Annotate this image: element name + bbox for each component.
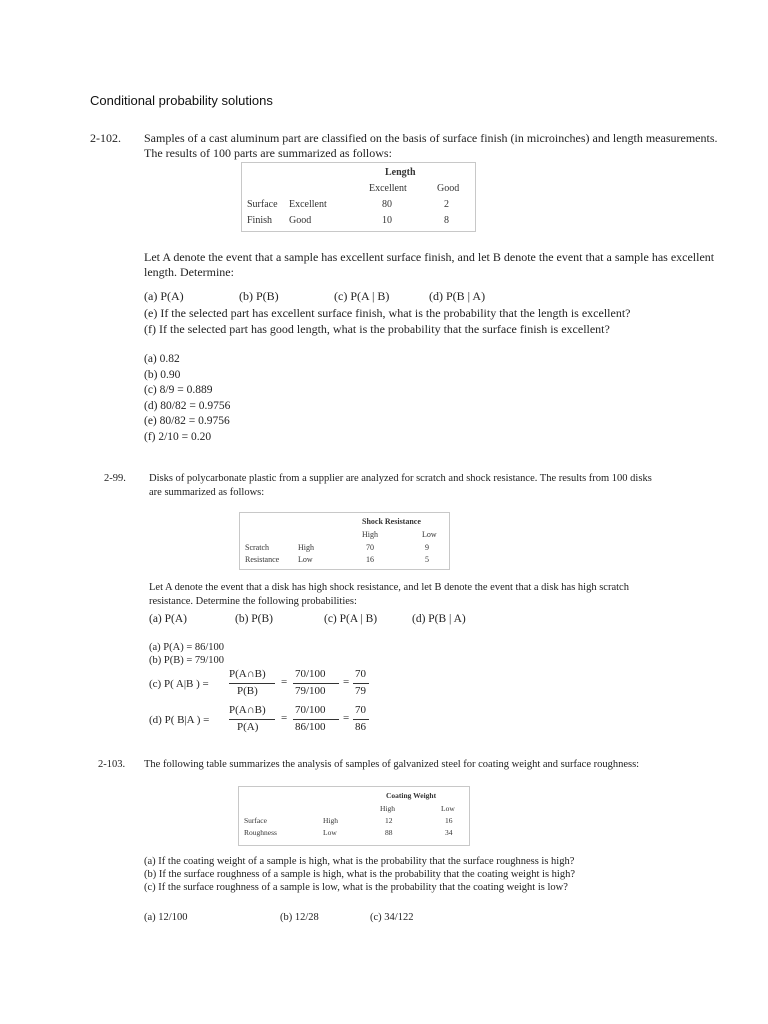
problem-2-99-text: Let A denote the event that a disk has high shock resistance, and let B denote the event that a disk has high scratch resistance. Determine the following probabilities: — [149, 582, 629, 607]
row-label: Good — [289, 215, 312, 226]
col-header: Low — [441, 804, 455, 813]
table-cell: 88 — [385, 828, 393, 837]
fraction-numerator: P(A∩B) — [229, 668, 266, 680]
fraction-denominator: P(A) — [237, 721, 259, 733]
table-2-102 — [241, 162, 476, 232]
fraction-numerator: 70 — [355, 704, 366, 716]
row-label: Low — [323, 828, 337, 837]
row-label: Low — [298, 555, 313, 564]
row-label: Excellent — [289, 199, 327, 210]
answer-a: (a) 12/100 — [144, 912, 188, 923]
fraction-denominator: P(B) — [237, 685, 258, 697]
part-c: (c) P(A | B) — [324, 613, 378, 625]
fraction-denominator: 86/100 — [295, 721, 326, 733]
col-header: Low — [422, 530, 437, 539]
answer-a: (a) P(A) = 86/100 — [149, 642, 225, 653]
problem-number-2-103: 2-103. — [98, 759, 126, 770]
question-c: (c) If the surface roughness of a sample is low, what is the probability that the coating weight is low? — [144, 882, 568, 893]
fraction-numerator: 70/100 — [295, 704, 326, 716]
table-cell: 34 — [445, 828, 453, 837]
part-c: (c) P(A | B) — [334, 289, 390, 303]
row-group-label: Finish — [247, 215, 273, 226]
row-group-label: Scratch — [245, 543, 269, 552]
problem-2-102-intro: Samples of a cast aluminum part are classified on the basis of surface finish (in microinches) and length measurements. The results of 100 parts are summarized as follows: — [144, 131, 718, 160]
answer-f: (f) 2/10 = 0.20 — [144, 430, 212, 443]
table-cell: 80 — [382, 199, 392, 210]
part-d: (d) P(B | A) — [429, 289, 486, 303]
answer-b: (b) 12/28 — [280, 912, 319, 923]
table-cell: 16 — [445, 816, 453, 825]
part-a: (a) P(A) — [149, 613, 187, 625]
part-list — [144, 289, 704, 305]
table-cell: 2 — [444, 199, 449, 210]
fraction-numerator: 70/100 — [295, 668, 326, 680]
fraction-denominator: 79 — [355, 685, 366, 697]
document-title: Conditional probability solutions — [90, 93, 273, 108]
table-cell: 10 — [382, 215, 392, 226]
problem-2-103-intro: The following table summarizes the analysis of samples of galvanized steel for coating weight and surface roughness: — [144, 759, 640, 770]
answer-a: (a) 0.82 — [144, 353, 180, 365]
table-cell: 16 — [366, 555, 374, 564]
answer-d-formula: (d) P( B|A ) = P(A∩B) P(A) = 70/100 86/100 = 70 86 — [149, 704, 449, 738]
formula-prefix: (c) P( A|B ) = — [149, 678, 209, 690]
formula-prefix: (d) P( B|A ) = — [149, 714, 210, 726]
col-header: High — [380, 804, 395, 813]
col-header: High — [362, 530, 378, 539]
answer-b: (b) 0.90 — [144, 368, 181, 381]
answer-d: (d) 80/82 = 0.9756 — [144, 399, 231, 412]
answer-b: (b) P(B) = 79/100 — [149, 655, 225, 666]
table-header: Shock Resistance — [362, 517, 421, 526]
part-list — [149, 613, 669, 629]
problem-number-2-102: 2-102. — [90, 131, 121, 145]
row-label: High — [298, 543, 314, 552]
part-d: (d) P(B | A) — [412, 613, 466, 625]
problem-number-2-99: 2-99. — [104, 473, 126, 484]
part-a: (a) P(A) — [144, 289, 184, 303]
table-cell: 5 — [425, 555, 429, 564]
answer-c: (c) 34/122 — [370, 912, 414, 923]
col-header: Excellent — [369, 183, 407, 194]
table-header: Length — [385, 167, 416, 178]
table-cell: 8 — [444, 215, 449, 226]
part-e-question: (e) If the selected part has excellent surface finish, what is the probability that the length is excellent? — [144, 306, 631, 320]
part-f-question: (f) If the selected part has good length, what is the probability that the surface finish is excellent? — [144, 322, 610, 336]
col-header: Good — [437, 183, 460, 194]
answer-c: (c) 8/9 = 0.889 — [144, 384, 213, 396]
answers-2-102 — [144, 352, 230, 445]
table-cell: 70 — [366, 543, 374, 552]
table-2-99 — [239, 512, 450, 570]
fraction-denominator: 86 — [355, 721, 366, 733]
row-label: High — [323, 816, 338, 825]
fraction-denominator: 79/100 — [295, 685, 326, 697]
part-b: (b) P(B) — [235, 613, 274, 625]
answer-c-formula: (c) P( A|B ) = P(A∩B) P(B) = 70/100 79/100 = 70 79 — [149, 668, 449, 702]
question-b: (b) If the surface roughness of a sample is high, what is the probability that the coating weight is high? — [144, 869, 575, 880]
table-cell: 9 — [425, 543, 429, 552]
fraction-numerator: P(A∩B) — [229, 704, 266, 716]
table-2-103 — [238, 786, 470, 846]
fraction-numerator: 70 — [355, 668, 366, 680]
table-cell: 12 — [385, 816, 393, 825]
row-group-label: Roughness — [244, 828, 277, 837]
problem-2-102-text: Let A denote the event that a sample has excellent surface finish, and let B denote the event that a sample has excellent length. Determine: — [144, 250, 715, 279]
part-b: (b) P(B) — [239, 289, 279, 303]
row-group-label: Surface — [247, 199, 278, 210]
row-group-label: Surface — [244, 816, 267, 825]
question-a: (a) If the coating weight of a sample is high, what is the probability that the surface roughness is high? — [144, 856, 575, 867]
row-group-label: Resistance — [245, 555, 280, 564]
table-header: Coating Weight — [386, 791, 437, 800]
answer-e: (e) 80/82 = 0.9756 — [144, 415, 230, 427]
problem-2-99-intro: Disks of polycarbonate plastic from a supplier are analyzed for scratch and shock resistance. The results from 100 disks are summarized as follows: — [149, 473, 652, 498]
